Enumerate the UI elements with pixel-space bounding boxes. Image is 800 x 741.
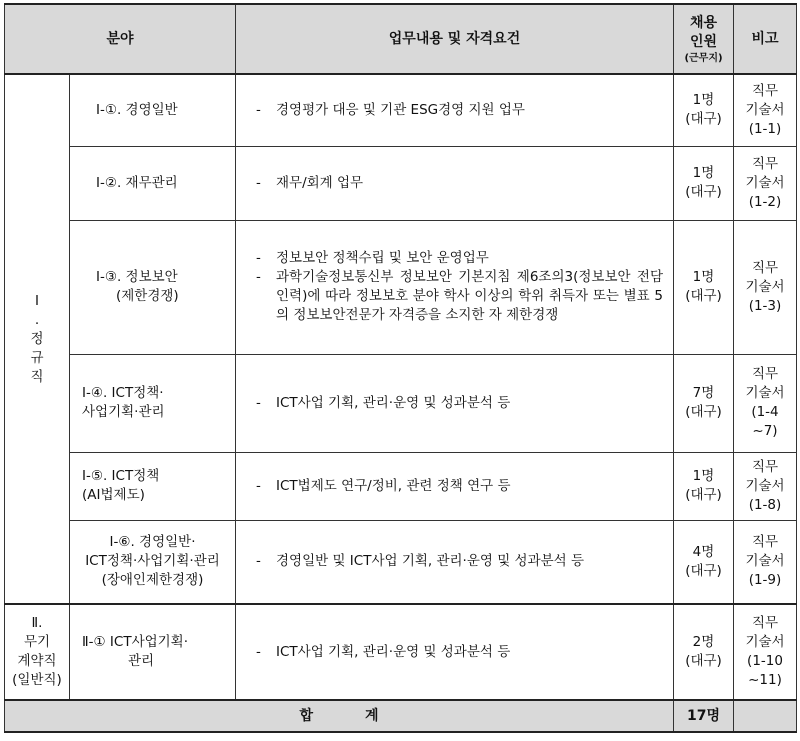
note-line: 직무 bbox=[751, 82, 779, 99]
header-row bbox=[5, 4, 797, 74]
hire-count: 1명 bbox=[692, 92, 715, 109]
duty-item: - 경영일반 및 ICT사업 기획, 관리·운영 및 성과분석 등 bbox=[256, 552, 663, 571]
duties-cell bbox=[236, 354, 674, 452]
group-label-line: 규 bbox=[30, 349, 44, 366]
duty-item: - 정보보안 정책수립 및 보안 운영업무 bbox=[256, 249, 663, 268]
work-place: (대구) bbox=[685, 653, 722, 669]
note-line: 기술서 bbox=[745, 553, 785, 570]
group-label-line: Ⅰ bbox=[35, 292, 39, 309]
category-label: Ⅰ-②. 재무관리 bbox=[96, 174, 178, 191]
note-line: (1-8) bbox=[748, 496, 782, 513]
duty-item: - 과학기술정보통신부 정보보안 기본지침 제6조의3(정보보안 전담인력)에 따라 정보보호 분야 학사 이상의 학위 취득자 또는 별표 5의 정보보안전문가 자격증을 소지한 자 제한경쟁 bbox=[256, 268, 663, 325]
count-cell bbox=[674, 146, 734, 220]
duties-cell bbox=[236, 220, 674, 354]
note-line: (1-9) bbox=[748, 572, 782, 589]
table-row bbox=[5, 146, 797, 220]
category-label: Ⅰ-④. ICT정책· bbox=[82, 385, 164, 401]
group-label-line: 무기 bbox=[23, 634, 51, 650]
duty-item: - ICT사업 기획, 관리·운영 및 성과분석 등 bbox=[256, 394, 663, 413]
hire-count: 1명 bbox=[692, 269, 715, 285]
category-label: 사업기획·관리 bbox=[82, 404, 165, 420]
header-hires-sub: (근무지) bbox=[684, 52, 723, 64]
hire-count: 2명 bbox=[692, 634, 715, 650]
note-line: 기술서 bbox=[745, 477, 785, 494]
group-label-line: 직 bbox=[30, 368, 44, 385]
note-cell bbox=[734, 452, 797, 520]
header-hires-line1: 채용 bbox=[689, 14, 718, 31]
table-row bbox=[5, 74, 797, 146]
category-cell bbox=[70, 520, 236, 604]
note-line: 기술서 bbox=[745, 634, 785, 650]
table-row bbox=[5, 452, 797, 520]
note-cell bbox=[734, 146, 797, 220]
note-line: 직무 bbox=[751, 534, 779, 551]
note-line: (1-2) bbox=[748, 193, 782, 210]
note-line: 기술서 bbox=[745, 174, 785, 191]
duties-cell bbox=[236, 604, 674, 700]
note-cell bbox=[734, 520, 797, 604]
table-row bbox=[5, 604, 797, 700]
note-line: 기술서 bbox=[745, 385, 785, 401]
note-line: (1-3) bbox=[748, 297, 782, 314]
note-line: 기술서 bbox=[745, 278, 785, 295]
hire-count: 7명 bbox=[692, 385, 715, 401]
count-cell bbox=[674, 452, 734, 520]
note-line: 직무 bbox=[751, 155, 779, 172]
note-cell bbox=[734, 604, 797, 700]
duty-item: - ICT법제도 연구/정비, 관련 정책 연구 등 bbox=[256, 477, 663, 496]
note-line: 직무 bbox=[751, 615, 779, 631]
work-place: (대구) bbox=[685, 404, 722, 420]
note-line: 직무 bbox=[751, 458, 779, 475]
category-cell bbox=[70, 354, 236, 452]
header-duties: 업무내용 및 자격요건 bbox=[236, 4, 674, 74]
count-cell bbox=[674, 604, 734, 700]
count-cell bbox=[674, 74, 734, 146]
category-label: (장애인제한경쟁) bbox=[101, 572, 204, 589]
work-place: (대구) bbox=[685, 111, 722, 128]
work-place: (대구) bbox=[685, 288, 722, 304]
duty-item: - ICT사업 기획, 관리·운영 및 성과분석 등 bbox=[256, 643, 663, 662]
duty-item: - 경영평가 대응 및 기관 ESG경영 지원 업무 bbox=[256, 101, 663, 120]
note-cell bbox=[734, 220, 797, 354]
header-note: 비고 bbox=[734, 4, 797, 74]
group-label-line: 계약직 bbox=[17, 653, 57, 669]
work-place: (대구) bbox=[685, 487, 722, 503]
table-row bbox=[5, 354, 797, 452]
group-label-line: (일반직) bbox=[12, 672, 62, 688]
total-row bbox=[5, 700, 797, 732]
total-count: 17명 bbox=[674, 700, 734, 732]
note-line: (1-4 bbox=[751, 404, 779, 420]
category-cell bbox=[70, 146, 236, 220]
duties-cell bbox=[236, 452, 674, 520]
total-note-empty bbox=[734, 700, 797, 732]
table-row bbox=[5, 520, 797, 604]
count-cell bbox=[674, 354, 734, 452]
duties-cell bbox=[236, 146, 674, 220]
group-label-line: . bbox=[34, 311, 40, 328]
note-cell bbox=[734, 74, 797, 146]
category-label: Ⅰ-⑤. ICT정책 bbox=[82, 468, 160, 484]
recruitment-table bbox=[4, 3, 797, 733]
note-line: 직무 bbox=[751, 366, 779, 382]
category-label: (제한경쟁) bbox=[116, 288, 179, 304]
note-line: ~7) bbox=[752, 423, 778, 439]
category-label: Ⅰ-⑥. 경영일반· bbox=[109, 534, 196, 551]
note-line: (1-10 bbox=[747, 653, 783, 669]
count-cell bbox=[674, 220, 734, 354]
total-label: 합계 bbox=[299, 707, 431, 724]
note-cell bbox=[734, 354, 797, 452]
note-line: 직무 bbox=[751, 259, 779, 276]
category-label: ICT정책·사업기획·관리 bbox=[85, 553, 220, 570]
duties-cell bbox=[236, 520, 674, 604]
note-line: (1-1) bbox=[748, 120, 782, 137]
group-contract bbox=[5, 604, 70, 700]
category-label: Ⅰ-③. 정보보안 bbox=[96, 269, 178, 285]
group-label-line: Ⅱ. bbox=[31, 615, 43, 631]
hire-count: 1명 bbox=[692, 468, 715, 484]
category-label: (AI법제도) bbox=[82, 487, 145, 503]
total-label-cell bbox=[5, 700, 674, 732]
category-label: 관리 bbox=[128, 653, 155, 669]
header-hires-line2: 인원 bbox=[689, 33, 718, 50]
category-cell bbox=[70, 604, 236, 700]
table-row bbox=[5, 220, 797, 354]
count-cell bbox=[674, 520, 734, 604]
duties-cell bbox=[236, 74, 674, 146]
note-line: ~11) bbox=[748, 672, 782, 688]
work-place: (대구) bbox=[685, 184, 722, 200]
category-label: Ⅰ-①. 경영일반 bbox=[96, 101, 178, 118]
header-field: 분야 bbox=[5, 4, 236, 74]
category-cell bbox=[70, 74, 236, 146]
category-cell bbox=[70, 220, 236, 354]
duty-item: - 재무/회계 업무 bbox=[256, 174, 663, 193]
category-cell bbox=[70, 452, 236, 520]
hire-count: 1명 bbox=[692, 165, 715, 181]
note-line: 기술서 bbox=[745, 101, 785, 118]
header-hires bbox=[674, 4, 734, 74]
group-regular bbox=[5, 74, 70, 604]
work-place: (대구) bbox=[685, 562, 722, 579]
hire-count: 4명 bbox=[692, 543, 715, 560]
group-label-line: 정 bbox=[30, 330, 44, 347]
category-label: Ⅱ-① ICT사업기획· bbox=[82, 634, 189, 650]
